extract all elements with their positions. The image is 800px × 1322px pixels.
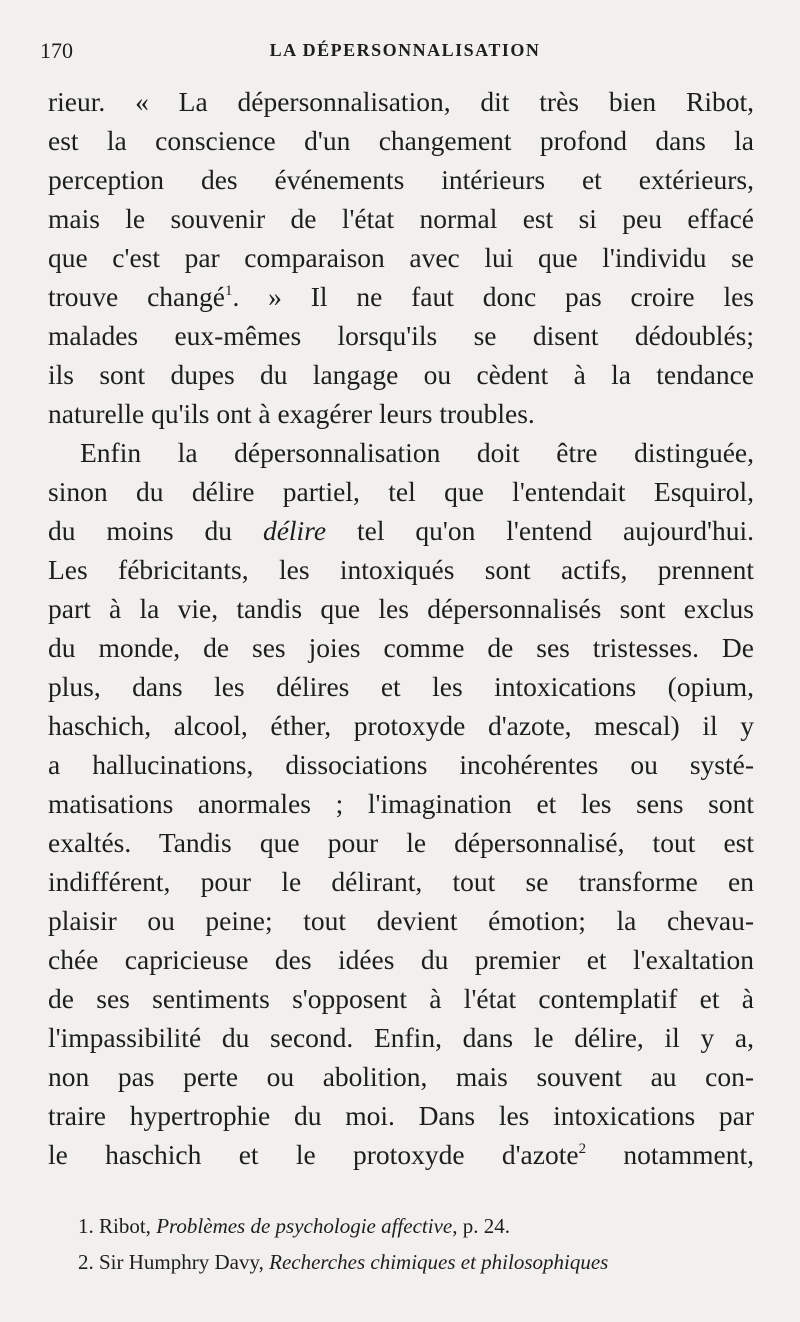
- text-run: . » Il ne faut donc pas croire les: [232, 281, 754, 312]
- text-line: exaltés. Tandis que pour le dépersonnalisé, tout est: [48, 827, 754, 858]
- text-run: , p. 24.: [452, 1214, 510, 1238]
- text-line: non pas perte ou abolition, mais souvent au con-: [48, 1061, 754, 1092]
- text-line: rieur. « La dépersonnalisation, dit très bien Ribot,: [48, 86, 754, 117]
- text-run: notamment,: [586, 1139, 754, 1170]
- text-line: a hallucinations, dissociations incohérentes ou systé-: [48, 749, 754, 780]
- text-run: 1. Ribot,: [78, 1214, 157, 1238]
- text-line: l'impassibilité du second. Enfin, dans le délire, il y a,: [48, 1022, 754, 1053]
- text-line: [48, 1135, 754, 1174]
- running-title: LA DÉPERSONNALISATION: [269, 40, 541, 60]
- text-line: ils sont dupes du langage ou cèdent à la tendance: [48, 359, 754, 390]
- text-line: haschich, alcool, éther, protoxyde d'azote, mescal) il y: [48, 710, 754, 741]
- footnotes: [78, 1208, 754, 1280]
- italic-run: délire: [262, 515, 327, 546]
- footnote: [78, 1208, 754, 1244]
- page-header: [40, 38, 770, 68]
- text-line: du monde, de ses joies comme de ses tristesses. De: [48, 632, 754, 663]
- text-line: mais le souvenir de l'état normal est si peu effacé: [48, 203, 754, 234]
- page-number: 170: [40, 38, 73, 63]
- text-run: le haschich et le protoxyde d'azote: [48, 1139, 579, 1170]
- text-run: tel qu'on l'entend aujourd'hui.: [326, 515, 754, 546]
- footnote-ref: 1: [224, 283, 233, 299]
- text-line: chée capricieuse des idées du premier et l'exaltation: [48, 944, 754, 975]
- italic-run: Problèmes de psychologie affective: [156, 1214, 453, 1238]
- italic-run: Recherches chimiques et philosophiques: [269, 1250, 609, 1274]
- text-line: plus, dans les délires et les intoxications (opium,: [48, 671, 754, 702]
- text-run: 2. Sir Humphry Davy,: [78, 1250, 270, 1274]
- text-line: perception des événements intérieurs et extérieurs,: [48, 164, 754, 195]
- text-line: de ses sentiments s'opposent à l'état contemplatif et à: [48, 983, 754, 1014]
- text-line: [48, 277, 754, 316]
- text-line: Enfin la dépersonnalisation doit être distinguée,: [80, 437, 754, 468]
- text-line: traire hypertrophie du moi. Dans les intoxications par: [48, 1100, 754, 1131]
- text-line: [48, 511, 754, 550]
- text-line: naturelle qu'ils ont à exagérer leurs troubles.: [48, 398, 535, 429]
- text-line: indifférent, pour le délirant, tout se transforme en: [48, 866, 754, 897]
- text-line: que c'est par comparaison avec lui que l'individu se: [48, 242, 754, 273]
- text-line: matisations anormales ; l'imagination et les sens sont: [48, 788, 754, 819]
- text-line: part à la vie, tandis que les dépersonnalisés sont exclus: [48, 593, 754, 624]
- text-line: est la conscience d'un changement profond dans la: [48, 125, 754, 156]
- text-line: malades eux-mêmes lorsqu'ils se disent dédoublés;: [48, 320, 754, 351]
- footnote: [78, 1244, 754, 1280]
- text-line: plaisir ou peine; tout devient émotion; la chevau-: [48, 905, 754, 936]
- footnote-ref: 2: [578, 1141, 587, 1157]
- text-run: trouve changé: [48, 281, 225, 312]
- text-line: Les fébricitants, les intoxiqués sont actifs, prennent: [48, 554, 754, 585]
- body-text: [48, 82, 754, 1174]
- text-line: sinon du délire partiel, tel que l'entendait Esquirol,: [48, 476, 754, 507]
- text-run: du moins du: [48, 515, 263, 546]
